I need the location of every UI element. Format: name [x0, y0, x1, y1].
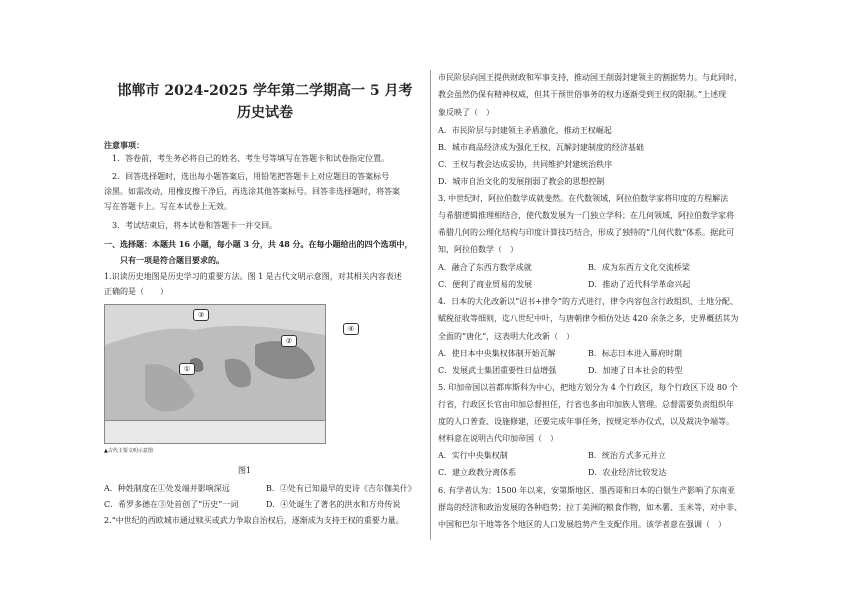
map-marker-1: ①: [179, 363, 195, 375]
q5-option-b: B．统治方式多元并立: [588, 451, 666, 460]
map-marker-2: ②: [281, 335, 297, 347]
q4-option-c: C．发展武士集团重要性日益增强: [438, 366, 557, 375]
q3-line: 希腊几何的公理化结构与印度计算技巧结合，形成了独特的“几何代数”体系。据此可: [438, 228, 735, 237]
q6-line: 6. 有学者认为：1500 年以来，安第斯地区、墨西哥和日本的白银生产影响了东南亚: [438, 486, 736, 495]
q4-line: 赋税征收等细则，迄八世纪中叶，与唐朝律令相仿处达 420 余条之多，史界概括其为: [438, 314, 739, 323]
notice-line: 写在答题卡上。写在本试卷上无效。: [104, 202, 232, 211]
notice-line: 涂黑。如需改动，用橡皮擦干净后，再选涂其他答案标号。回答非选择题时，将答案: [104, 187, 400, 196]
column-divider: [430, 70, 431, 540]
q5-line: 5. 印加帝国以首都库斯科为中心，把地方划分为 4 个行政区，每个行政区下设 80 个: [438, 383, 738, 392]
q5-option-a: A．实行中央集权制: [438, 451, 508, 460]
question-1: 1.识读历史地图是历史学习的重要方法。图 1 是古代文明示意图，对其相关内容表述: [104, 272, 402, 281]
q3-line: 3. 中世纪时，阿拉伯数学成就斐然。在代数领域，阿拉伯数学家将印度的方程解法: [438, 194, 729, 203]
q3-option-b: B．成为东西方文化交流桥梁: [588, 263, 690, 272]
exam-title: 邯郸市 2024-2025 学年第二学期高一 5 月考: [117, 83, 413, 99]
map-legend: [105, 420, 325, 443]
q2-cont-line: 市民阶层向国王提供财政和军事支持，推动国王削弱封建领主的割据势力。与此同时，: [438, 73, 742, 82]
notice-line: 2．回答选择题时，选出每小题答案后，用铅笔把答题卡上对应题目的答案标号: [112, 172, 390, 181]
section-heading: 一、选择题：本题共 16 小题，每小题 3 分，共 48 分。在每小题给出的四个选项中，: [104, 239, 413, 249]
q1-option-d: D．④处诞生了著名的洪水和方舟传说: [266, 500, 401, 509]
q5-line: 度的人口普查、设施修建，还要完成年事任务，按规定举办仪式，以及裁决争端等。: [438, 417, 734, 426]
notice-line: 3．考试结束后，将本试卷和答题卡一并交回。: [112, 221, 278, 230]
q3-line: 与希腊逻辑推理相结合，使代数发展为一门独立学科；在几何领域，阿拉伯数学家将: [438, 211, 734, 220]
q2-option-b: B．城市商品经济成为强化王权、瓦解封建制度的经济基础: [438, 143, 644, 152]
q1-option-b: B．②处有已知最早的史诗《吉尔伽美什》: [266, 484, 416, 493]
q1-option-c: C．希罗多德在③处首创了“历史”一词: [104, 500, 239, 509]
map-marker-4: ④: [343, 323, 359, 335]
q3-line: 知，阿拉伯数学（ ）: [438, 245, 518, 254]
q4-line: 全面的“唐化”，这表明大化改新（ ）: [438, 332, 575, 341]
q2-cont-line: 象反映了（ ）: [438, 108, 494, 117]
exam-subtitle: 历史试卷: [237, 105, 293, 121]
q5-option-d: D．农业经济比较发达: [588, 468, 667, 477]
q2-option-a: A．市民阶层与封建领主矛盾激化，推动王权崛起: [438, 126, 612, 135]
q5-line: 材料意在说明古代印加帝国（ ）: [438, 434, 558, 443]
notice-heading: 注意事项：: [104, 140, 144, 150]
section-heading-cont: 只有一项是符合题目要求的。: [120, 255, 224, 265]
q4-line: 4．日本的大化改新以“诏书+律令”的方式进行，律令内容包含行政组织、土地分配、: [438, 297, 738, 306]
q2-cont-line: 教会虽然仍保有精神权威，但其干预世俗事务的权力逐渐受到王权的限制。”上述现: [438, 90, 727, 99]
q5-line: 行省，行政区长官由印加总督担任，行省也多由印加族人管理。总督需要负责组织年: [438, 400, 734, 409]
question-1-cont: 正确的是（ ）: [104, 287, 168, 296]
q6-line: 中国和巴尔干地等各个地区的人口发展趋势产生支配作用。该学者意在强调（ ）: [438, 520, 726, 529]
map-caption: ▲古代主要文明示意图: [104, 448, 153, 454]
q4-option-d: D．加速了日本社会的转型: [588, 366, 683, 375]
q1-option-a: A．种姓制度在①处发端并影响深远: [104, 484, 230, 493]
q2-option-c: C．王权与教会达成妥协，共同维护封建统治秩序: [438, 160, 613, 169]
map-drawing: [105, 305, 325, 421]
question-2: 2.“中世纪的西欧城市通过赎买或武力争取自治权后，逐渐成为支持王权的重要力量。: [104, 516, 404, 525]
ancient-civilization-map: [104, 304, 355, 444]
figure-label: 图1: [238, 466, 252, 475]
q2-option-d: D．城市自治文化的发展削弱了教会的思想控制: [438, 177, 605, 186]
q4-option-b: B．标志日本进入幕府时期: [588, 349, 682, 358]
q5-option-c: C．建立政教分离体系: [438, 468, 517, 477]
notice-line: 1．答卷前，考生务必将自己的姓名、考生号等填写在答题卡和试卷指定位置。: [112, 154, 390, 163]
q4-option-a: A．使日本中央集权体制开始瓦解: [438, 349, 556, 358]
q3-option-a: A．融合了东西方数学成就: [438, 263, 532, 272]
q3-option-d: D．推动了近代科学革命兴起: [588, 280, 691, 289]
map-marker-3: ③: [193, 309, 209, 321]
q6-line: 群岛的经济和政治发展的各种趋势；拉丁美洲的粮食作物，如木薯、玉米等，对中非、: [438, 503, 742, 512]
q3-option-c: C．便利了商业贸易的发展: [438, 280, 533, 289]
